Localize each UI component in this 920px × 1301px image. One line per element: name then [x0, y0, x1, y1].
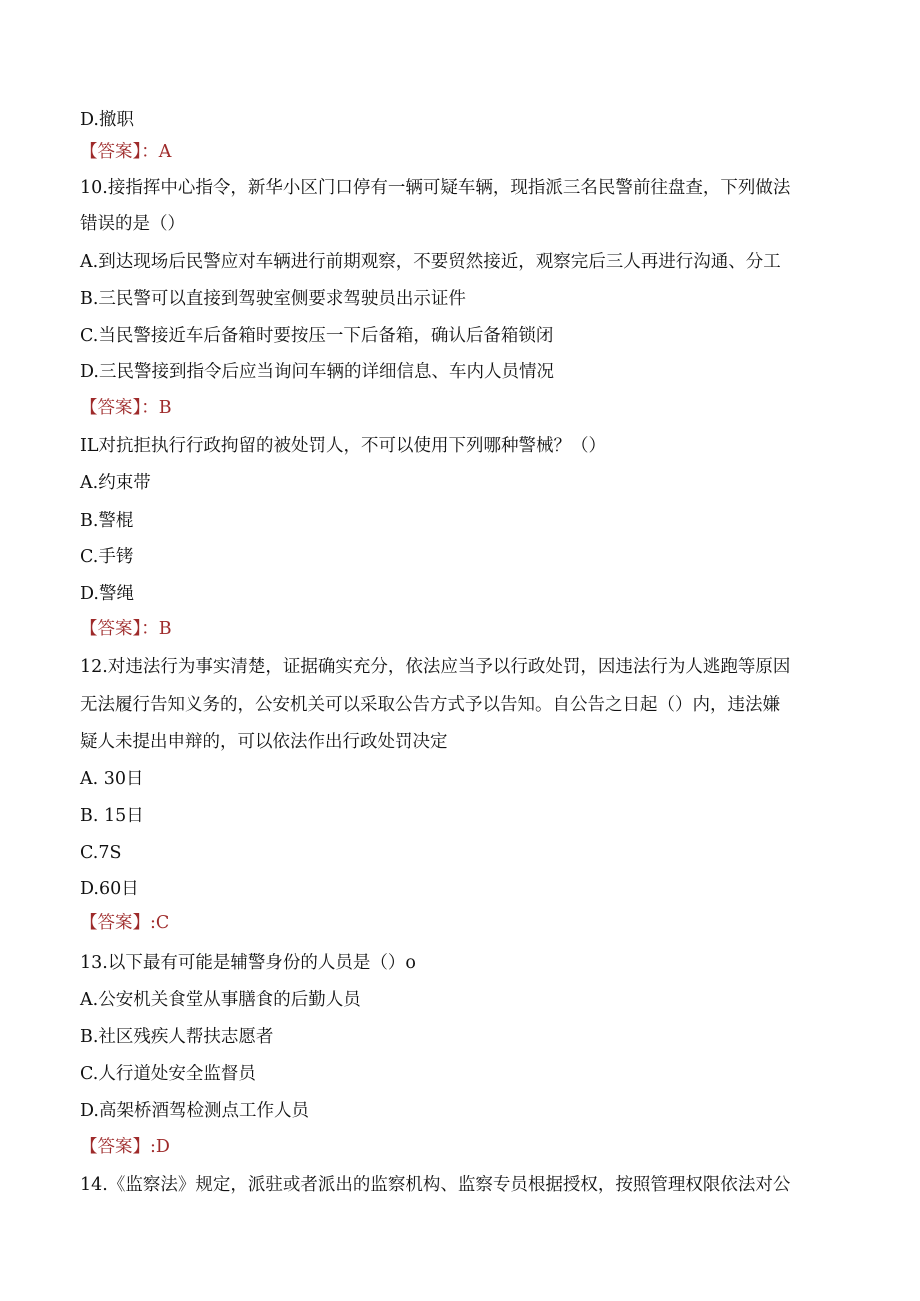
- answer-line: 【答案】：B: [80, 619, 172, 639]
- option-line: C.7S: [80, 843, 122, 863]
- question-line: IL对抗拒执行行政拘留的被处罚人，不可以使用下列哪种警械？（）: [80, 436, 607, 456]
- option-line: B.警棍: [80, 511, 134, 531]
- option-line: C.当民警接近车后备箱时要按压一下后备箱，确认后备箱锁闭: [80, 326, 554, 346]
- option-line: B. 15日: [80, 806, 144, 826]
- option-line: C.手铐: [80, 547, 134, 567]
- question-line: 14.《监察法》规定，派驻或者派出的监察机构、监察专员根据授权，按照管理权限依法对公: [80, 1175, 791, 1195]
- answer-line: 【答案】：A: [80, 142, 172, 162]
- option-line: C.人行道处安全监督员: [80, 1064, 256, 1084]
- option-line: A.公安机关食堂从事膳食的后勤人员: [80, 990, 361, 1010]
- answer-line: 【答案】:C: [80, 913, 170, 933]
- question-line: 无法履行告知义务的，公安机关可以采取公告方式予以告知。自公告之日起（）内，违法嫌: [80, 695, 780, 715]
- option-line: A.到达现场后民警应对车辆进行前期观察，不要贸然接近，观察完后三人再进行沟通、分工: [80, 252, 781, 272]
- option-line: A.约束带: [80, 473, 151, 493]
- option-line: D.60日: [80, 879, 139, 899]
- option-line: B.社区残疾人帮扶志愿者: [80, 1027, 274, 1047]
- question-line: 疑人未提出申辩的，可以依法作出行政处罚决定: [80, 732, 448, 752]
- option-line: B.三民警可以直接到驾驶室侧要求驾驶员出示证件: [80, 289, 466, 309]
- option-line: D.警绳: [80, 584, 134, 604]
- question-line: 12.对违法行为事实清楚，证据确实充分，依法应当予以行政处罚，因违法行为人逃跑等原因: [80, 657, 791, 677]
- question-line: 10.接指挥中心指令，新华小区门口停有一辆可疑车辆，现指派三名民警前往盘查，下列做法: [80, 178, 791, 198]
- option-line: A. 30日: [80, 769, 144, 789]
- question-line: 13.以下最有可能是辅警身份的人员是（）o: [80, 953, 416, 973]
- option-line: D.三民警接到指令后应当询问车辆的详细信息、车内人员情况: [80, 362, 554, 382]
- answer-line: 【答案】:D: [80, 1137, 170, 1157]
- option-line: D.撤职: [80, 110, 134, 130]
- option-line: D.高架桥酒驾检测点工作人员: [80, 1101, 309, 1121]
- answer-line: 【答案】：B: [80, 398, 172, 418]
- question-line: 错误的是（）: [80, 214, 185, 234]
